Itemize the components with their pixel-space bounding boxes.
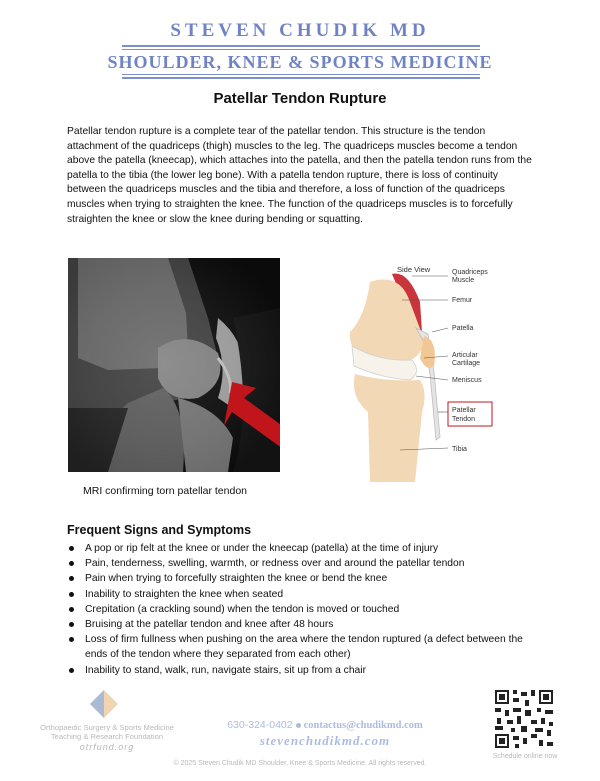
knee-diagram [330,262,520,482]
qr-code-icon[interactable] [493,688,555,750]
phone-number[interactable]: 630-324-0402 [227,719,293,731]
diagram-view-label: Side View [397,265,431,274]
list-item: Inability to stand, walk, run, navigate stairs, sit up from a chair [67,663,537,678]
label-patellar-tendon: Patellar [452,407,476,414]
label-patella: Patella [452,325,474,332]
label-meniscus: Meniscus [452,377,482,384]
signs-list [67,541,537,678]
practice-name: STEVEN CHUDIK MD [170,20,430,41]
bullet-icon [296,723,301,728]
label-tibia: Tibia [452,446,467,453]
knee-anatomy-graphic [330,262,520,482]
header-rule [122,74,480,75]
list-item: Inability to straighten the knee when seated [67,587,537,602]
list-item: A pop or rip felt at the knee or under the kneecap (patella) at the time of injury [67,541,537,556]
header-rule [122,77,480,79]
page-title: Patellar Tendon Rupture [213,90,387,107]
label-quadriceps: Muscle [452,277,475,284]
letterhead [0,18,600,72]
list-item: Crepitation (a crackling sound) when the tendon is moved or touched [67,602,537,617]
label-articular-cartilage: Cartilage [452,360,481,367]
header-rule [122,49,480,50]
contact-line [200,719,450,731]
label-femur: Femur [452,297,473,304]
website-link[interactable]: stevenchudikmd.com [259,733,391,748]
mri-graphic [68,258,280,472]
intro-paragraph: Patellar tendon rupture is a complete tear of the patellar tendon. This structure is the tendon attachment of the quadriceps (thigh) muscles to the leg. The quadriceps muscles become a tendon above the patella (kneecap), which attaches into the patella, and then the patella tendon runs from the patella to the tibia (the lower leg bone). With a patella tendon rupture, there is loss of continuity between the quadriceps muscles and the tibia and therefore, a loss of function of the quadriceps muscles when trying to straighten the knee. The function of the quadriceps muscles is to forcefully straighten the knee or slow the knee during bending or squatting. [67,126,532,225]
label-quadriceps: Quadriceps [452,269,488,276]
foundation-name: Teaching & Research Foundation [50,732,164,741]
list-item: Bruising at the patellar tendon and knee after 48 hours [67,617,537,632]
copyright: © 2025 Steven Chudik MD Shoulder, Knee & Sports Medicine. All rights reserved. [173,760,427,767]
signs-heading: Frequent Signs and Symptoms [67,523,252,537]
foundation-website[interactable]: otrfund.org [79,742,135,752]
mri-image [68,258,280,472]
foundation-logo [86,690,122,720]
label-patellar-tendon: Tendon [452,416,475,423]
practice-subtitle: SHOULDER, KNEE & SPORTS MEDICINE [107,52,493,72]
list-item: Loss of firm fullness when pushing on the area where the tendon ruptured (a defect between the ends of the tendon where they separated from each other) [67,632,537,662]
mri-caption: MRI confirming torn patellar tendon [83,485,247,497]
list-item: Pain when trying to forcefully straighten the knee or bend the knee [67,571,537,586]
email-link[interactable]: contactus@chudikmd.com [303,720,423,731]
label-articular-cartilage: Articular [452,352,478,359]
header-rule [122,45,480,47]
foundation-name: Orthopaedic Surgery & Sports Medicine [40,723,174,732]
list-item: Pain, tenderness, swelling, warmth, or redness over and around the patellar tendon [67,556,537,571]
qr-caption: Schedule online now [492,753,558,760]
